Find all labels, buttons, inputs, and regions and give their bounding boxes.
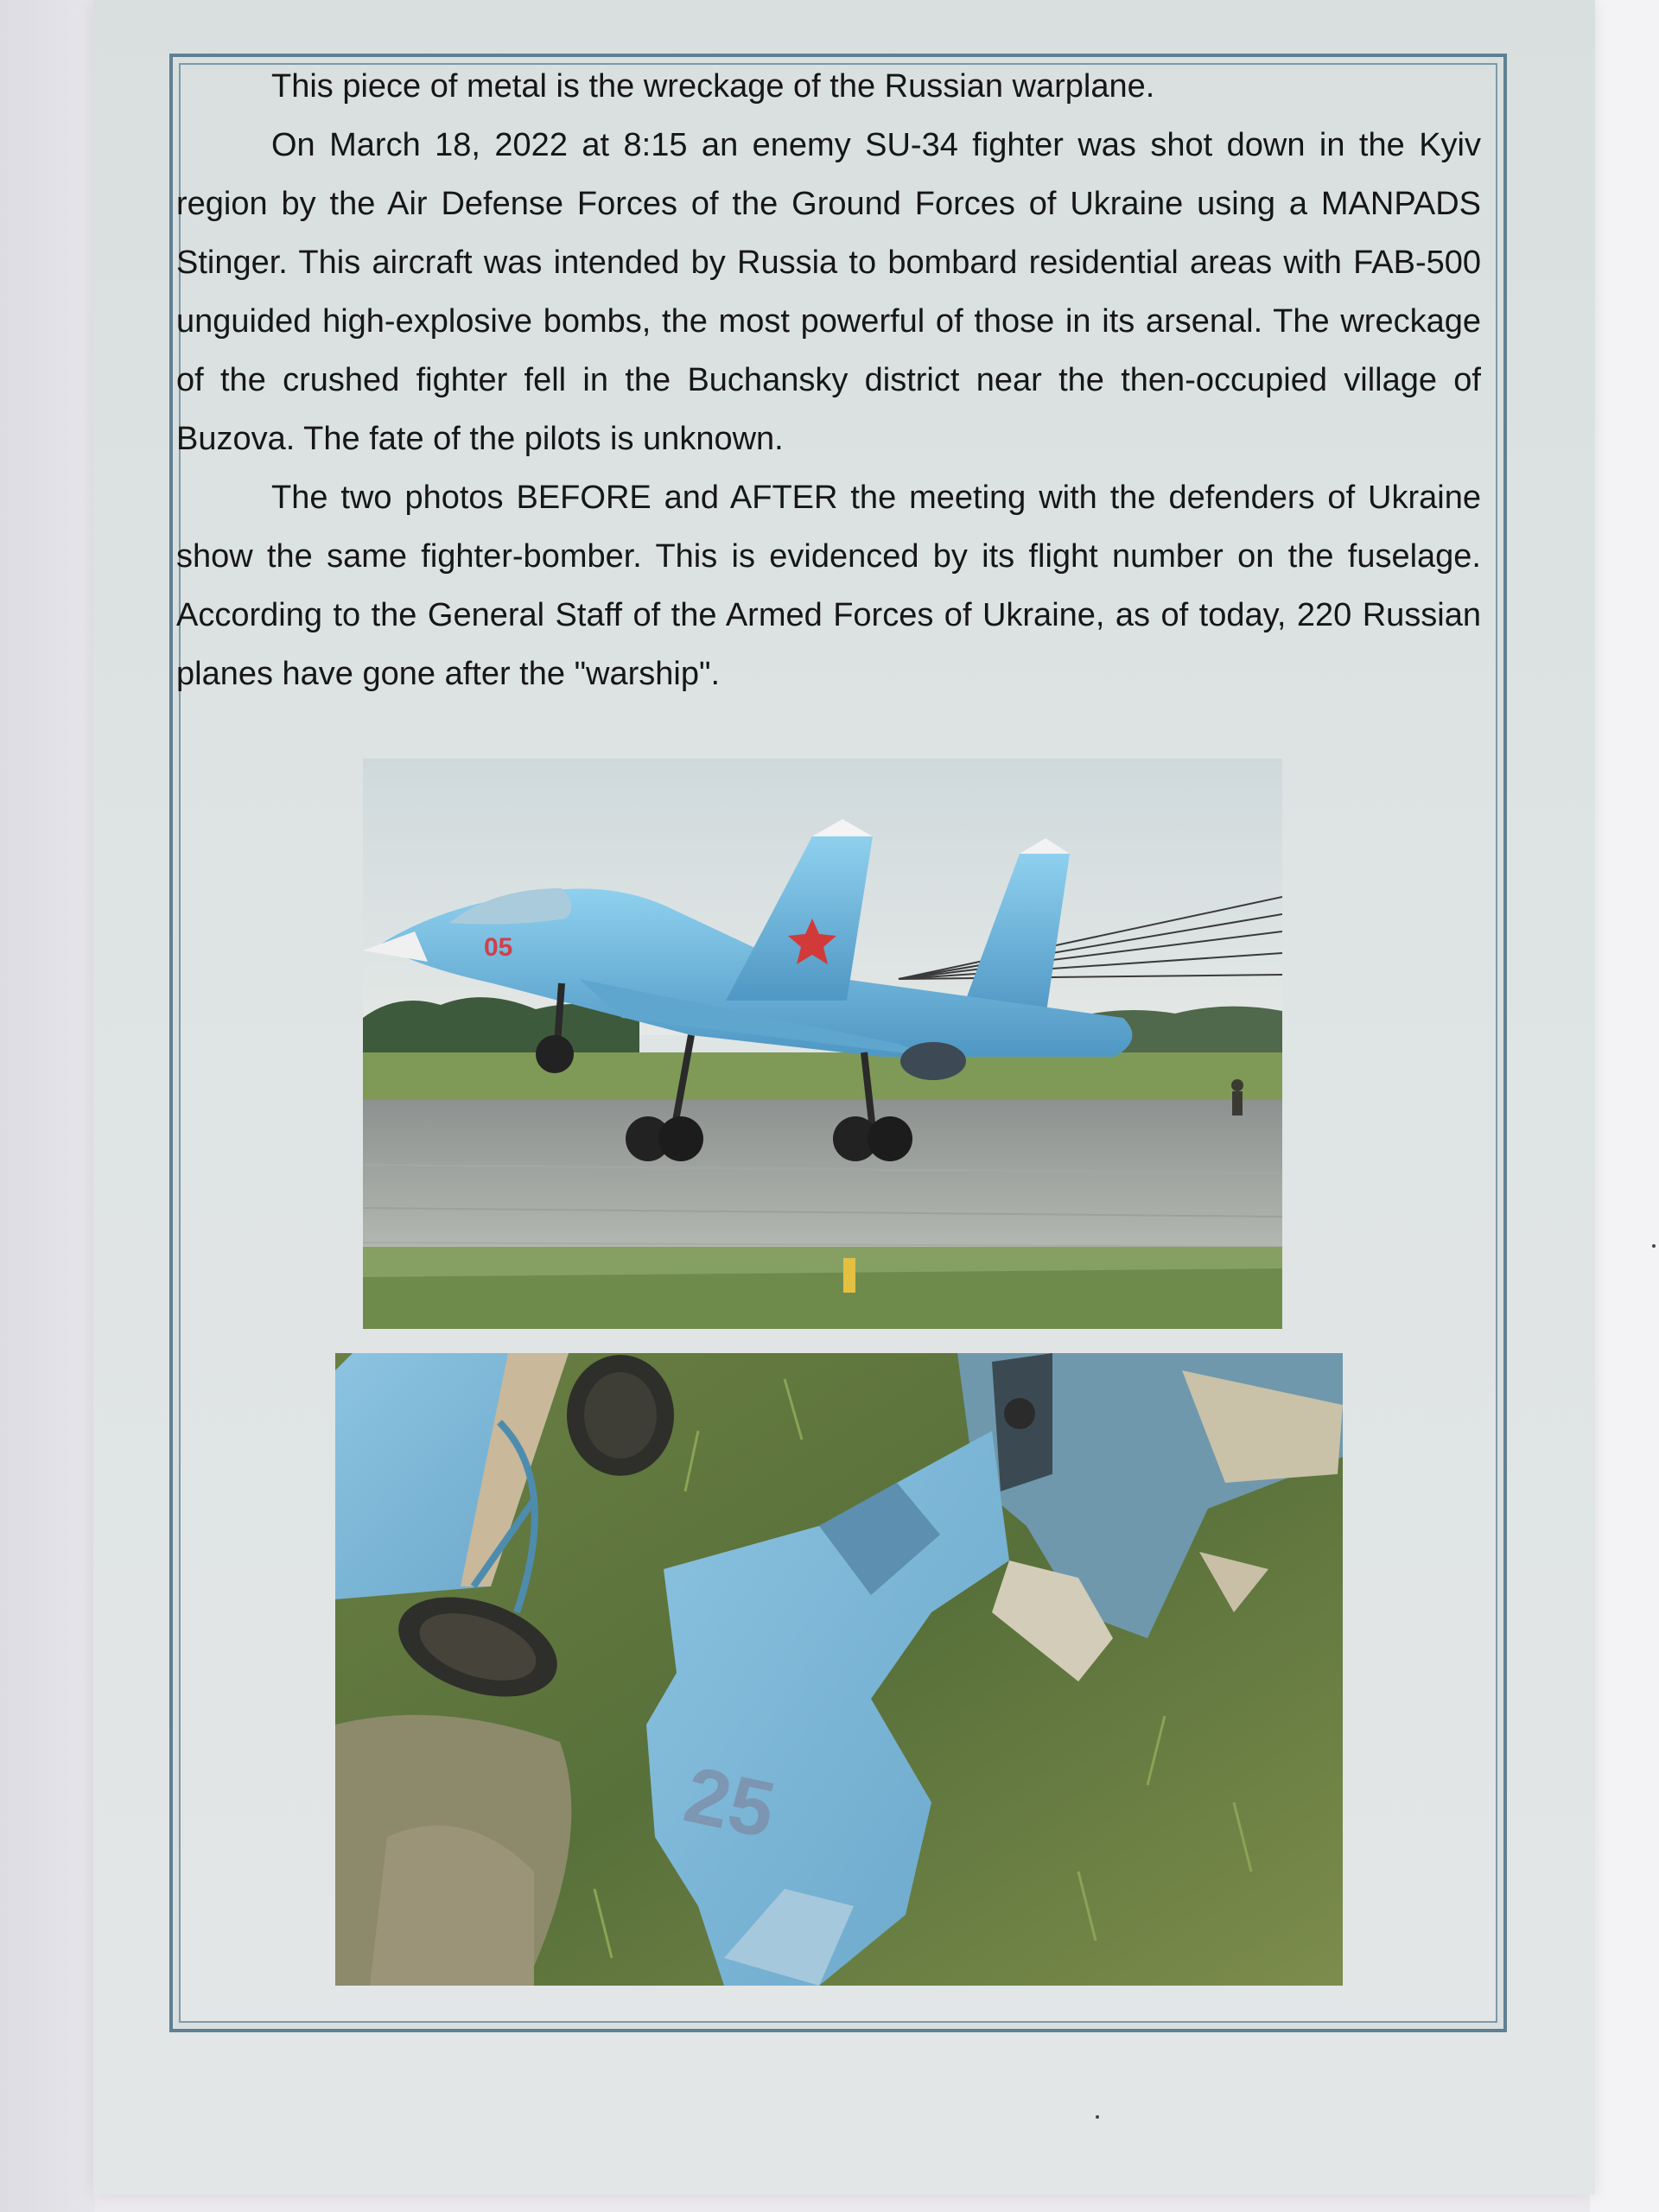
fuselage-number-before: 05 bbox=[484, 933, 513, 962]
photo-after-wreckage bbox=[335, 1353, 1343, 1986]
paper-speck bbox=[1096, 2115, 1099, 2119]
fuselage-number-after: 25 bbox=[677, 1750, 783, 1855]
background-wall-left bbox=[0, 0, 95, 2212]
paragraph-before-after: The two photos BEFORE and AFTER the meeting with the defenders of Ukraine show the same fighter-bomber. This is evidenced by its flight number on the fuselage. According to the General Staff of the Armed Forces of Ukraine, as of today, 220 Russian planes have gone after the "warship". bbox=[176, 480, 1481, 692]
background-wall-right bbox=[1590, 0, 1659, 2212]
wall-speck bbox=[1652, 1244, 1656, 1248]
paragraph-shootdown: On March 18, 2022 at 8:15 an enemy SU-34 fighter was shot down in the Kyiv region by the Air Defense Forces of the Ground Forces of Ukraine using a MANPADS Stinger. This aircraft was intended by Russia to bombard residential areas with FAB-500 unguided high-explosive bombs, the most powerful of those in its arsenal. The wreckage of the crushed fighter fell in the Buchansky district near the then-occupied village of Buzova. The fate of the pilots is unknown. bbox=[176, 127, 1481, 457]
paper-sheet bbox=[93, 0, 1595, 2195]
paragraph-intro: This piece of metal is the wreckage of the Russian warplane. bbox=[271, 68, 1155, 105]
photo-before-aircraft bbox=[363, 759, 1282, 1329]
document-text bbox=[176, 57, 1481, 703]
